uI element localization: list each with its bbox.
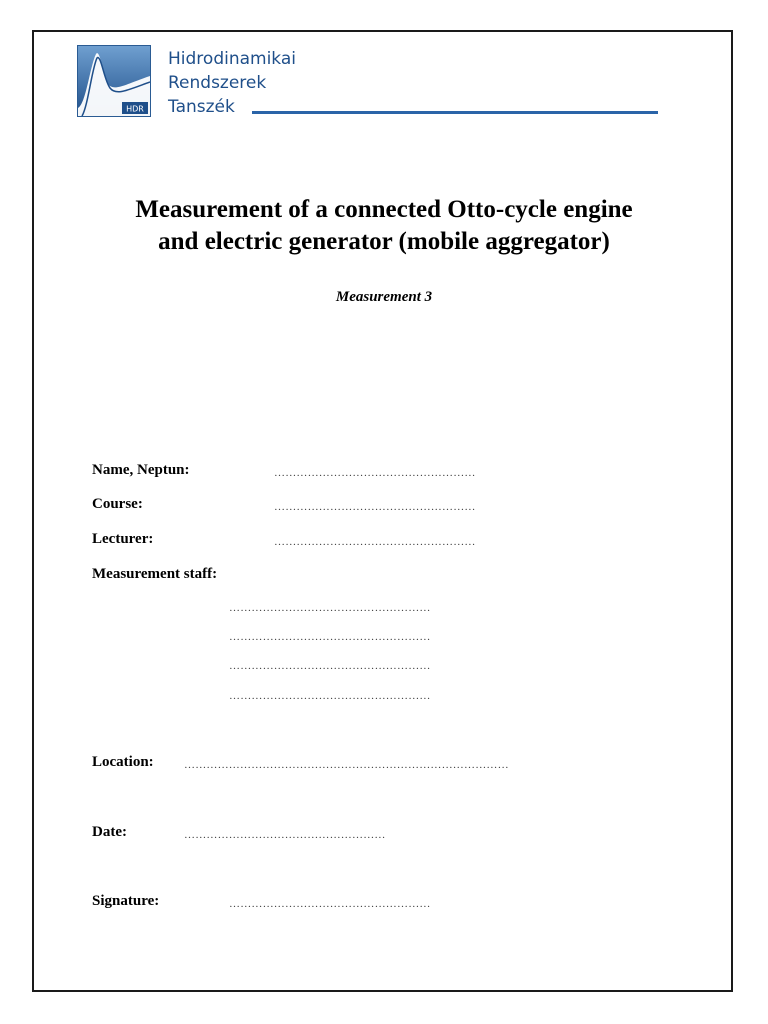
logo-text-line-1: Hidrodinamikai bbox=[168, 49, 296, 69]
document-subtitle: Measurement 3 bbox=[335, 289, 433, 305]
document-title bbox=[70, 194, 698, 258]
name-neptun-label: Name, Neptun: bbox=[92, 462, 190, 478]
course-blank[interactable]: ……………………………………………… bbox=[274, 501, 476, 513]
date-blank[interactable]: ……………………………………………… bbox=[184, 829, 386, 841]
name-neptun-blank[interactable]: ……………………………………………… bbox=[274, 467, 476, 479]
logo-text-line-2: Rendszerek bbox=[168, 73, 267, 93]
logo-text-line-3: Tanszék bbox=[168, 97, 235, 117]
date-label: Date: bbox=[92, 824, 127, 840]
signature-blank[interactable]: ……………………………………………… bbox=[229, 898, 431, 910]
signature-label: Signature: bbox=[92, 893, 160, 909]
location-label: Location: bbox=[92, 754, 154, 770]
logo-badge-text: HDR bbox=[126, 104, 144, 114]
hdr-logo-graphic bbox=[78, 46, 150, 116]
location-blank[interactable]: …………………………………………………………………………… bbox=[184, 759, 509, 771]
measurement-staff-label: Measurement staff: bbox=[92, 566, 218, 582]
staff-blank-3[interactable]: ……………………………………………… bbox=[229, 660, 431, 672]
title-line-1: Measurement of a connected Otto-cycle engine bbox=[135, 196, 633, 223]
title-line-2: and electric generator (mobile aggregator) bbox=[158, 228, 610, 255]
logo-underline bbox=[252, 111, 658, 114]
course-label: Course: bbox=[92, 496, 143, 512]
lecturer-label: Lecturer: bbox=[92, 531, 154, 547]
staff-blank-4[interactable]: ……………………………………………… bbox=[229, 690, 431, 702]
staff-blank-2[interactable]: ……………………………………………… bbox=[229, 631, 431, 643]
lecturer-blank[interactable]: ……………………………………………… bbox=[274, 536, 476, 548]
hdr-logo bbox=[77, 45, 151, 117]
staff-blank-1[interactable]: ……………………………………………… bbox=[229, 602, 431, 614]
